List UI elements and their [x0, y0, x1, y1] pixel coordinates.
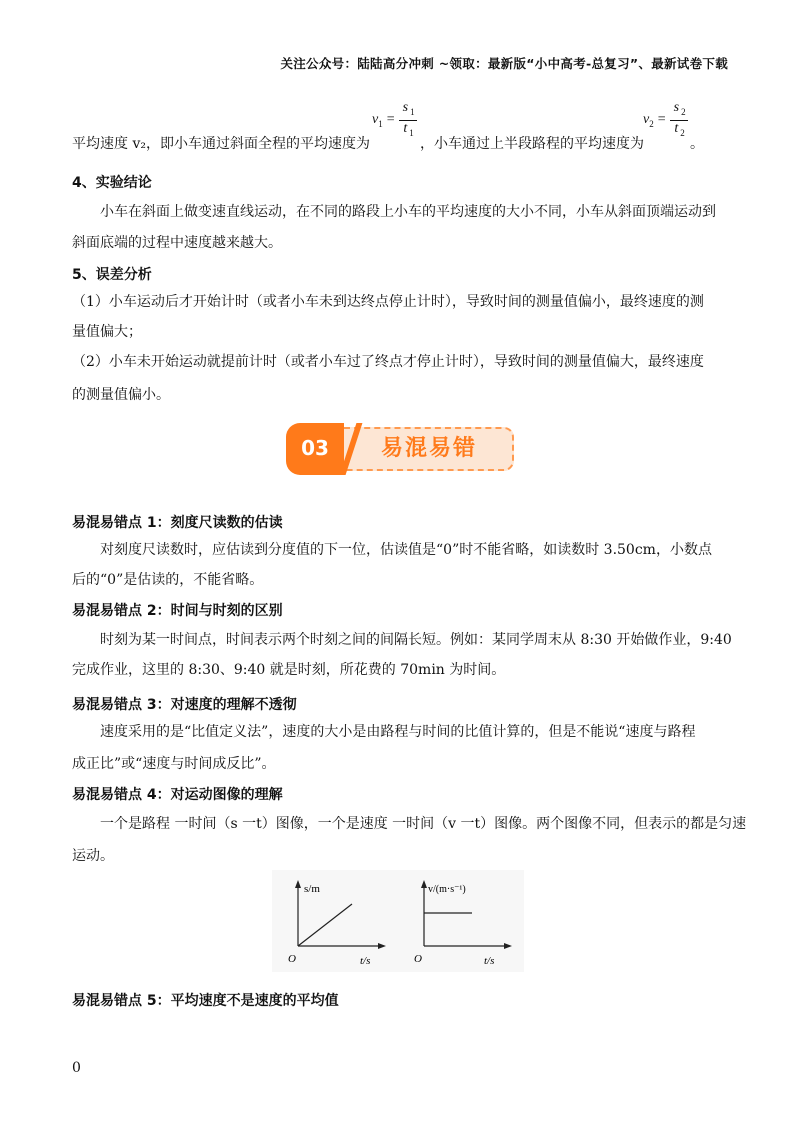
- point1-line1: 对刻度尺读数时，应估读到分度值的下一位，估读值是“0”时不能省略，如读数时 3.50cm，小数点: [100, 542, 712, 558]
- point1-line2: 后的“0”是估读的，不能省略。: [72, 572, 264, 588]
- header-note: 关注公众号：陆陆高分冲刺 ~领取：最新版“小中高考-总复习”、最新试卷下载: [280, 56, 728, 71]
- point2-line1: 时刻为某一时间点，时间表示两个时刻之间的间隔长短。例如：某同学周末从 8:30 开始做作业，9:40: [100, 632, 732, 648]
- point3-line1: 速度采用的是“比值定义法”，速度的大小是由路程与时间的比值计算的，但是不能说“速度与路程: [100, 724, 696, 740]
- vt-ylabel: v/(m·s⁻¹): [428, 884, 466, 895]
- section5-item2-line2: 的测量值偏小。: [72, 387, 170, 403]
- section-banner: [286, 423, 516, 475]
- point4-line1: 一个是路程 一时间（s 一t）图像，一个是速度 一时间（v 一t）图像。两个图像不同，但表示的都是匀速: [100, 816, 747, 832]
- vt-origin: O: [414, 953, 422, 965]
- point3-line2: 成正比”或“速度与时间成反比”。: [72, 756, 276, 772]
- point4-heading: 易混易错点 4：对运动图像的理解: [72, 787, 283, 803]
- intro-line-prefix: 平均速度 v₂，即小车通过斜面全程的平均速度为: [72, 136, 370, 152]
- point5-heading: 易混易错点 5：平均速度不是速度的平均值: [72, 993, 339, 1009]
- formula-v1: $v_1$ = $\frac{s _1}{t _1}$: [372, 100, 415, 138]
- st-ylabel: s/m: [304, 883, 320, 895]
- st-xlabel: t/s: [360, 955, 371, 967]
- banner-title: 易混易错: [380, 436, 477, 461]
- point2-line2: 完成作业，这里的 8:30、9:40 就是时刻，所花费的 70min 为时间。: [72, 662, 506, 678]
- section5-item1-line1: （1）小车运动后才开始计时（或者小车未到达终点停止计时），导致时间的测量值偏小，最终速度的测: [72, 294, 704, 310]
- point1-heading: 易混易错点 1：刻度尺读数的估读: [72, 515, 283, 531]
- point4-line2: 运动。: [72, 848, 114, 864]
- motion-graphs: [272, 870, 524, 972]
- st-origin: O: [288, 953, 296, 965]
- section4-para-line2: 斜面底端的过程中速度越来越大。: [72, 235, 282, 251]
- section5-item1-line2: 量值偏大；: [72, 324, 142, 340]
- motion-graphs-svg: [272, 870, 524, 972]
- point2-heading: 易混易错点 2：时间与时刻的区别: [72, 603, 283, 619]
- intro-line-end: 。: [690, 136, 704, 152]
- intro-line-mid: ，小车通过上半段路程的平均速度为: [420, 136, 644, 152]
- section5-item2-line1: （2）小车未开始运动就提前计时（或者小车过了终点才停止计时），导致时间的测量值偏大，最终速度: [72, 354, 704, 370]
- section5-heading: 5、误差分析: [72, 267, 152, 283]
- vt-xlabel: t/s: [484, 955, 495, 967]
- page-number: 0: [72, 1060, 81, 1076]
- formula-v2: $v_2$ = $\frac{s _2}{t _2}$: [643, 100, 686, 138]
- point3-heading: 易混易错点 3：对速度的理解不透彻: [72, 697, 297, 713]
- banner-number: 03: [301, 436, 329, 460]
- section4-heading: 4、实验结论: [72, 175, 152, 191]
- section4-para-line1: 小车在斜面上做变速直线运动，在不同的路段上小车的平均速度的大小不同，小车从斜面顶端运动到: [100, 204, 716, 220]
